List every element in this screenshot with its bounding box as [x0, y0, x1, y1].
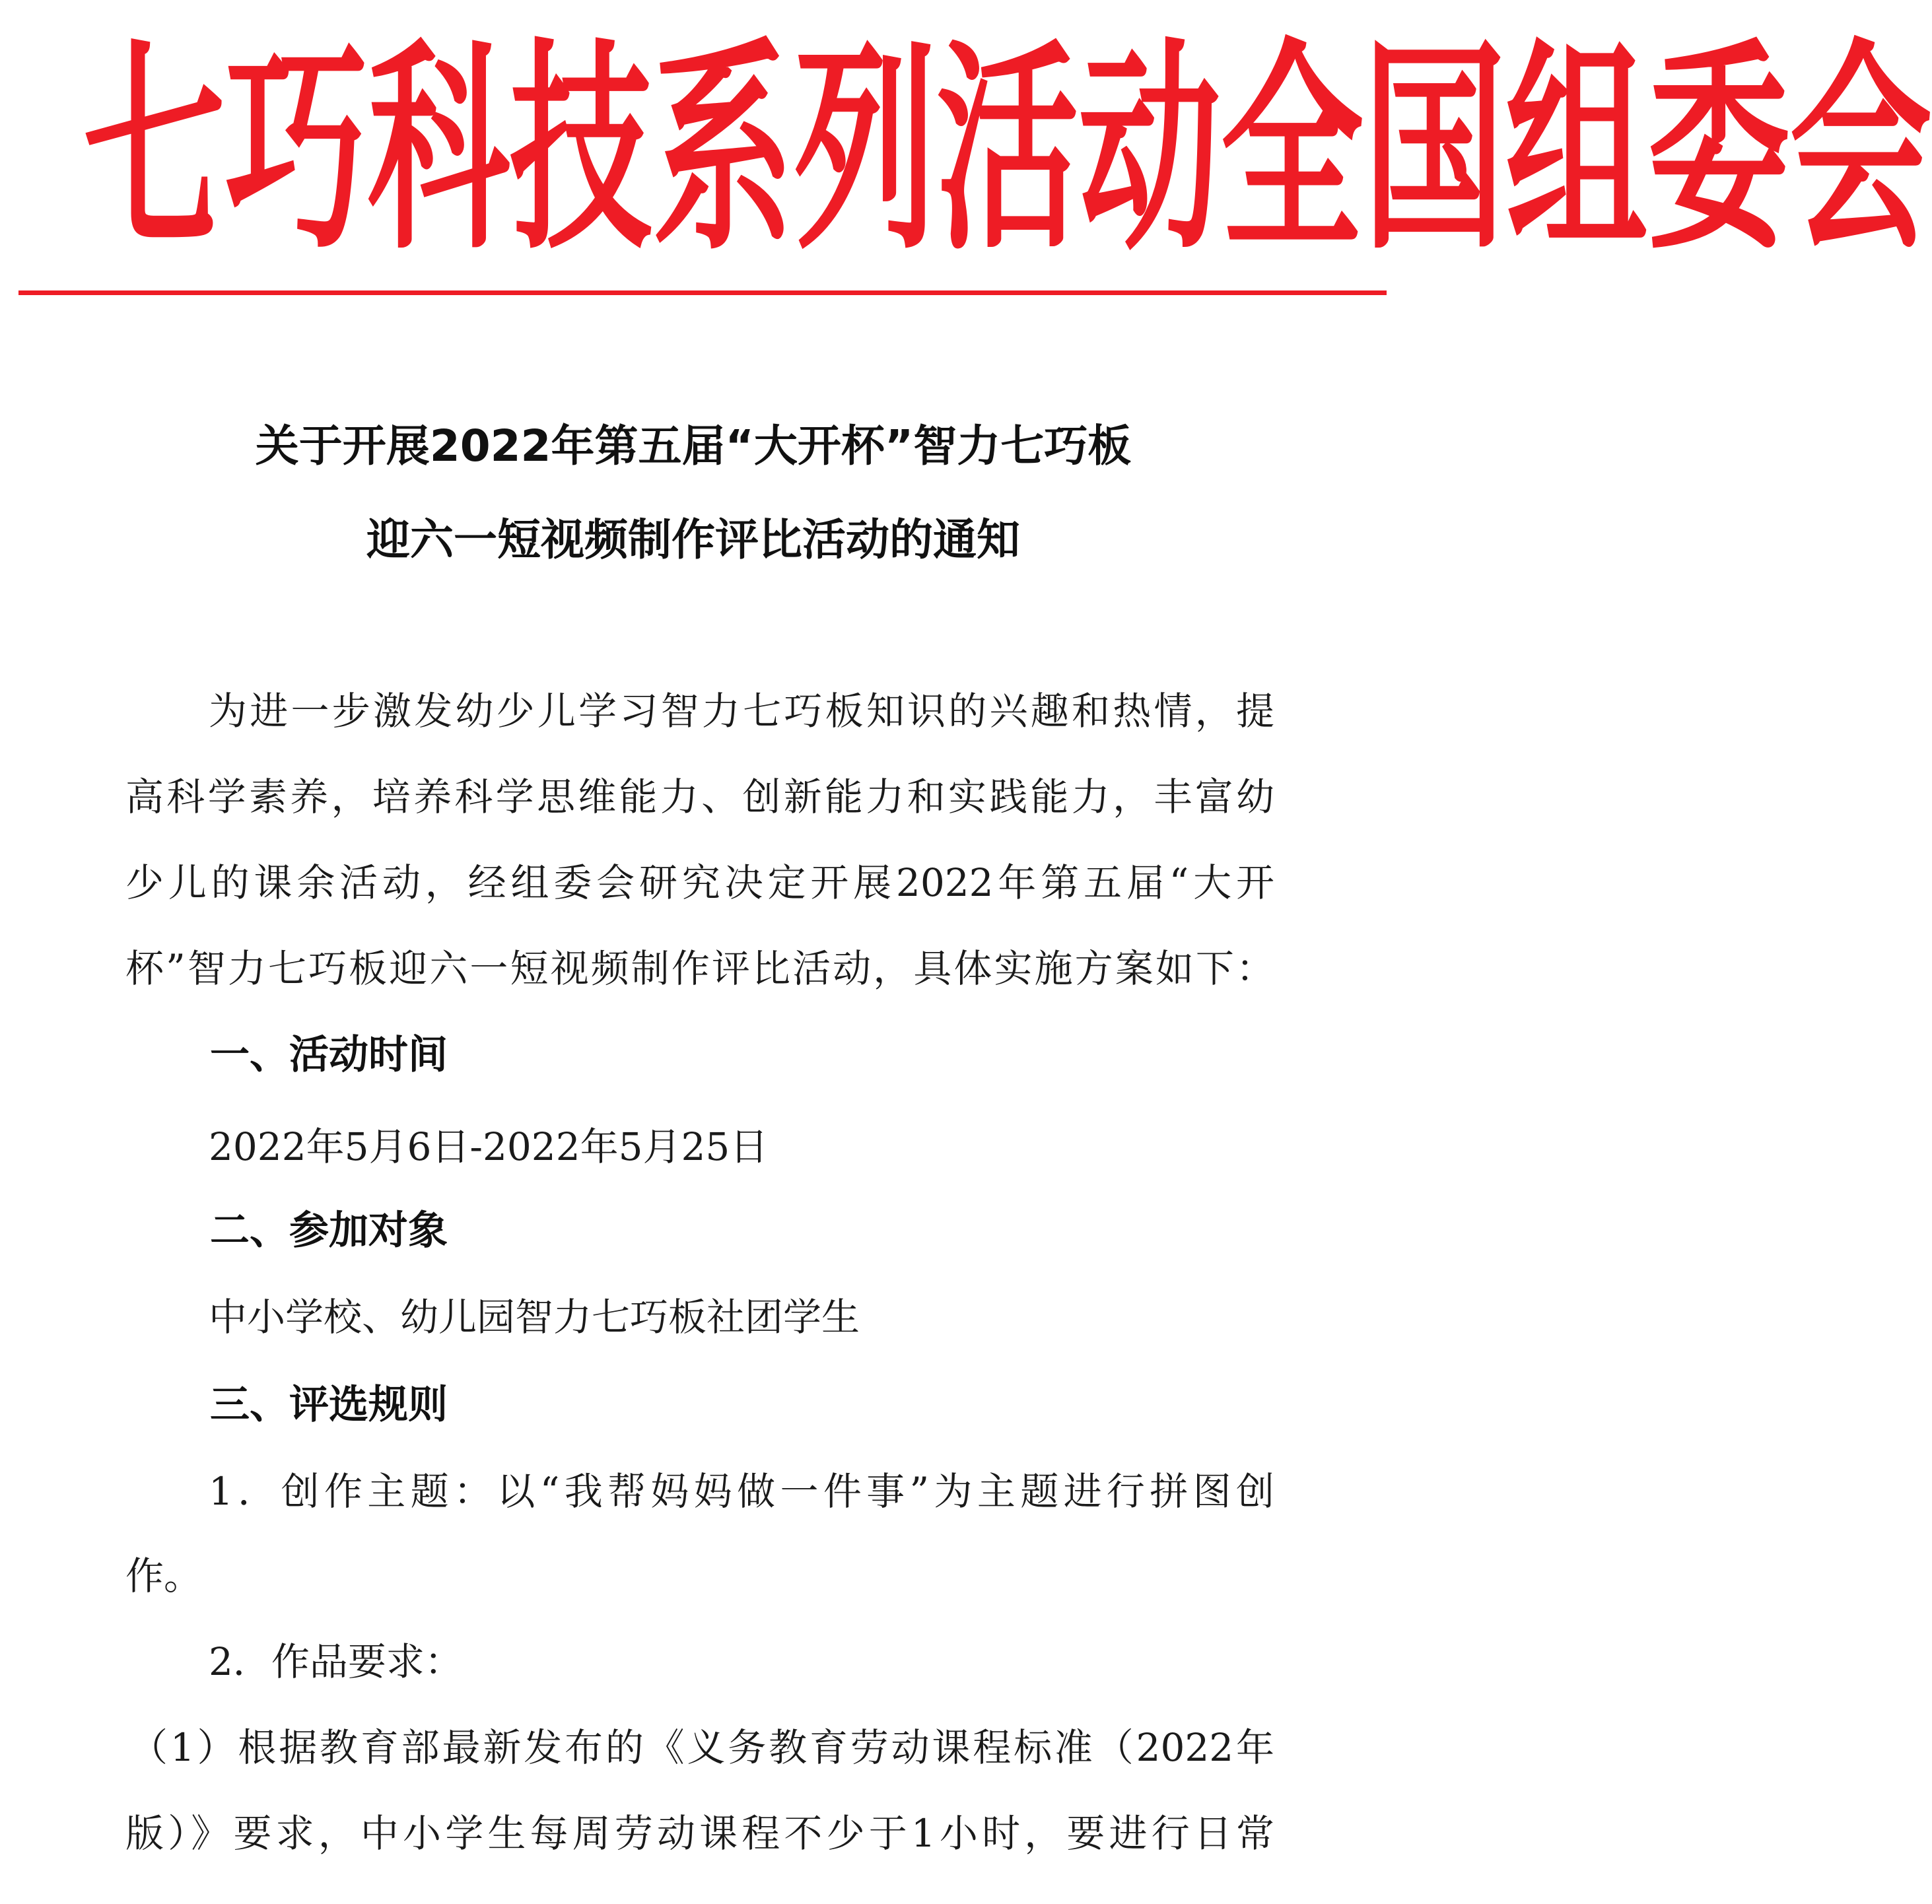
section-heading-rules: 三、评选规则: [210, 1382, 448, 1428]
section-heading-participants: 二、参加对象: [210, 1207, 448, 1254]
intro-line-1: 为进一步激发幼少儿学习智力七巧板知识的兴趣和热情，提: [209, 689, 1274, 733]
intro-line-4: 杯”智力七巧板迎六一短视频制作评比活动，具体实施方案如下：: [125, 946, 1274, 991]
org-masthead: 七巧科技系列活动全国组委会: [83, 18, 1932, 281]
rule-theme-line-1: 1．创作主题：以“我帮妈妈做一件事”为主题进行拼图创: [209, 1469, 1274, 1514]
section-heading-time: 一、活动时间: [210, 1032, 448, 1078]
red-header-rule: [18, 290, 1387, 295]
activity-time-text: 2022年5月6日-2022年5月25日: [209, 1124, 769, 1169]
participants-text: 中小学校、幼儿园智力七巧板社团学生: [209, 1295, 860, 1340]
intro-line-3: 少儿的课余活动，经组委会研究决定开展2022年第五届“大开: [125, 860, 1274, 905]
notice-title-line-2: 迎六一短视频制作评比活动的通知: [366, 514, 1020, 565]
rule-theme-line-2: 作。: [125, 1553, 203, 1598]
notice-title-line-1: 关于开展2022年第五届“大开杯”智力七巧板: [255, 421, 1132, 471]
intro-line-2: 高科学素养，培养科学思维能力、创新能力和实践能力，丰富幼: [125, 774, 1274, 819]
rule-requirements-label: 2．作品要求：: [209, 1639, 463, 1684]
requirement-line-1: （1）根据教育部最新发布的《义务教育劳动课程标准（2022年: [129, 1725, 1274, 1770]
requirement-line-2: 版）》要求，中小学生每周劳动课程不少于1小时，要进行日常: [125, 1811, 1274, 1856]
